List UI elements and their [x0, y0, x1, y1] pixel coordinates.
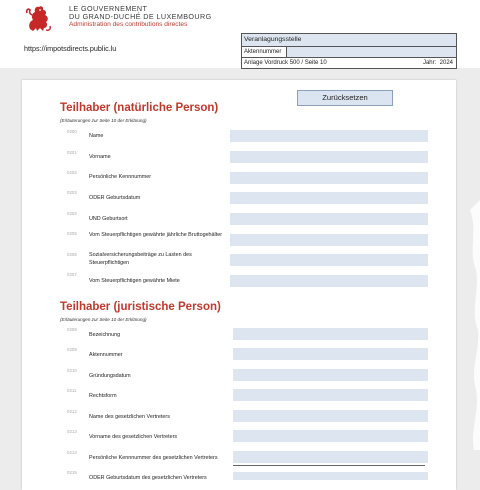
row-label: Vorname — [89, 154, 111, 160]
gov-line-3: Administration des contributions directes — [69, 21, 188, 28]
kennnummer-input[interactable] — [230, 172, 428, 184]
anlage-label: Anlage Vordruck 500 / Seite 10 — [244, 60, 327, 66]
section-legal-person-title: Teilhaber (juristische Person) — [60, 301, 221, 313]
row-label: Vorname des gesetzlichen Vertreters — [89, 434, 178, 440]
section-natural-person-title: Teilhaber (natürliche Person) — [60, 102, 219, 114]
row-label: Gründungsdatum — [89, 373, 131, 379]
row-code: 0212 — [67, 409, 77, 414]
row-code: 0205 — [67, 231, 77, 236]
miete-input[interactable] — [230, 275, 428, 287]
government-title — [69, 5, 212, 29]
vorname-input[interactable] — [230, 151, 428, 163]
website-url: https://impotsdirects.public.lu — [24, 44, 117, 53]
row-label: ODER Geburtsdatum des gesetzlichen Vertreters — [89, 475, 207, 481]
aktennummer-label: Aktennummer — [244, 49, 282, 55]
row-code: 0204 — [67, 211, 77, 216]
lion-watermark-icon — [440, 200, 480, 450]
name-input[interactable] — [230, 130, 428, 142]
row-code: 0213 — [67, 429, 77, 434]
row-code: 0210 — [67, 368, 77, 373]
sozialversicherung-input[interactable] — [230, 254, 428, 266]
row-label: Persönliche Kennnummer des gesetzlichen Vertreters — [89, 455, 218, 461]
reset-button[interactable]: Zurücksetzen — [297, 90, 393, 106]
row-label: Vom Steuerpflichtigen gewährte jährliche Bruttogehälter — [89, 232, 223, 238]
row-code: 0206 — [67, 252, 77, 257]
aktennummer-jp-input[interactable] — [233, 348, 428, 360]
vertreter-vorname-input[interactable] — [233, 430, 428, 442]
jahr-label: Jahr: — [422, 60, 437, 66]
row-label: Persönliche Kennnummer — [89, 174, 152, 180]
row-label: Name des gesetzlichen Vertreters — [89, 414, 170, 420]
row-code: 0214 — [67, 450, 77, 455]
row-label: ODER Geburtsdatum — [89, 195, 141, 201]
vertreter-kennnummer-input[interactable] — [233, 451, 428, 463]
row-label: Rechtsform — [89, 393, 117, 399]
jahr-value: 2024 — [439, 60, 453, 66]
row-label: Bezeichnung — [89, 332, 121, 338]
geburtsort-input[interactable] — [230, 213, 428, 225]
row-label: Vom Steuerpflichtigen gewährte Miete — [89, 278, 180, 284]
aktennummer-input[interactable] — [286, 47, 456, 57]
gruendungsdatum-input[interactable] — [233, 369, 428, 381]
row-label: Name — [89, 133, 104, 139]
geburtsdatum-input[interactable] — [230, 192, 428, 204]
red-lion-crest-icon — [24, 3, 52, 33]
vertreter-name-input[interactable] — [233, 410, 428, 422]
row-code: 0211 — [67, 388, 77, 393]
bezeichnung-input[interactable] — [233, 328, 428, 340]
gov-line-1: LE GOUVERNEMENT — [69, 4, 148, 13]
divider — [233, 465, 425, 466]
rechtsform-input[interactable] — [233, 389, 428, 401]
gov-line-2: DU GRAND-DUCHÉ DE LUXEMBOURG — [69, 12, 212, 21]
row-code: 0208 — [67, 327, 77, 332]
anlage-row — [242, 58, 456, 68]
veranlagungsstelle-field[interactable]: Veranlagungsstelle — [242, 34, 456, 47]
row-label: Sozialversicherungsbeiträge zu Lasten des Steuerpflichtigen — [89, 252, 192, 266]
section-legal-person-note: (Erläuterungen zur Seite 10 der Erklärung) — [60, 317, 147, 322]
vertreter-geburtsdatum-input[interactable] — [233, 472, 428, 480]
bruttogehaelter-input[interactable] — [230, 234, 428, 246]
row-label: UND Geburtsort — [89, 216, 128, 222]
jahr-display — [423, 58, 453, 68]
row-label: Aktennummer — [89, 352, 123, 358]
section-natural-person-note: (Erläuterungen zur Seite 10 der Erklärung) — [60, 118, 147, 123]
page-header — [0, 0, 480, 68]
row-code: 0200 — [67, 129, 77, 134]
row-code: 0201 — [67, 150, 77, 155]
row-code: 0209 — [67, 347, 77, 352]
row-code: 0202 — [67, 170, 77, 175]
aktennummer-row — [242, 47, 456, 58]
row-code: 0203 — [67, 190, 77, 195]
row-code: 0207 — [67, 272, 77, 277]
row-code: 0215 — [67, 470, 77, 475]
veranlagungsstelle-box — [241, 33, 457, 69]
